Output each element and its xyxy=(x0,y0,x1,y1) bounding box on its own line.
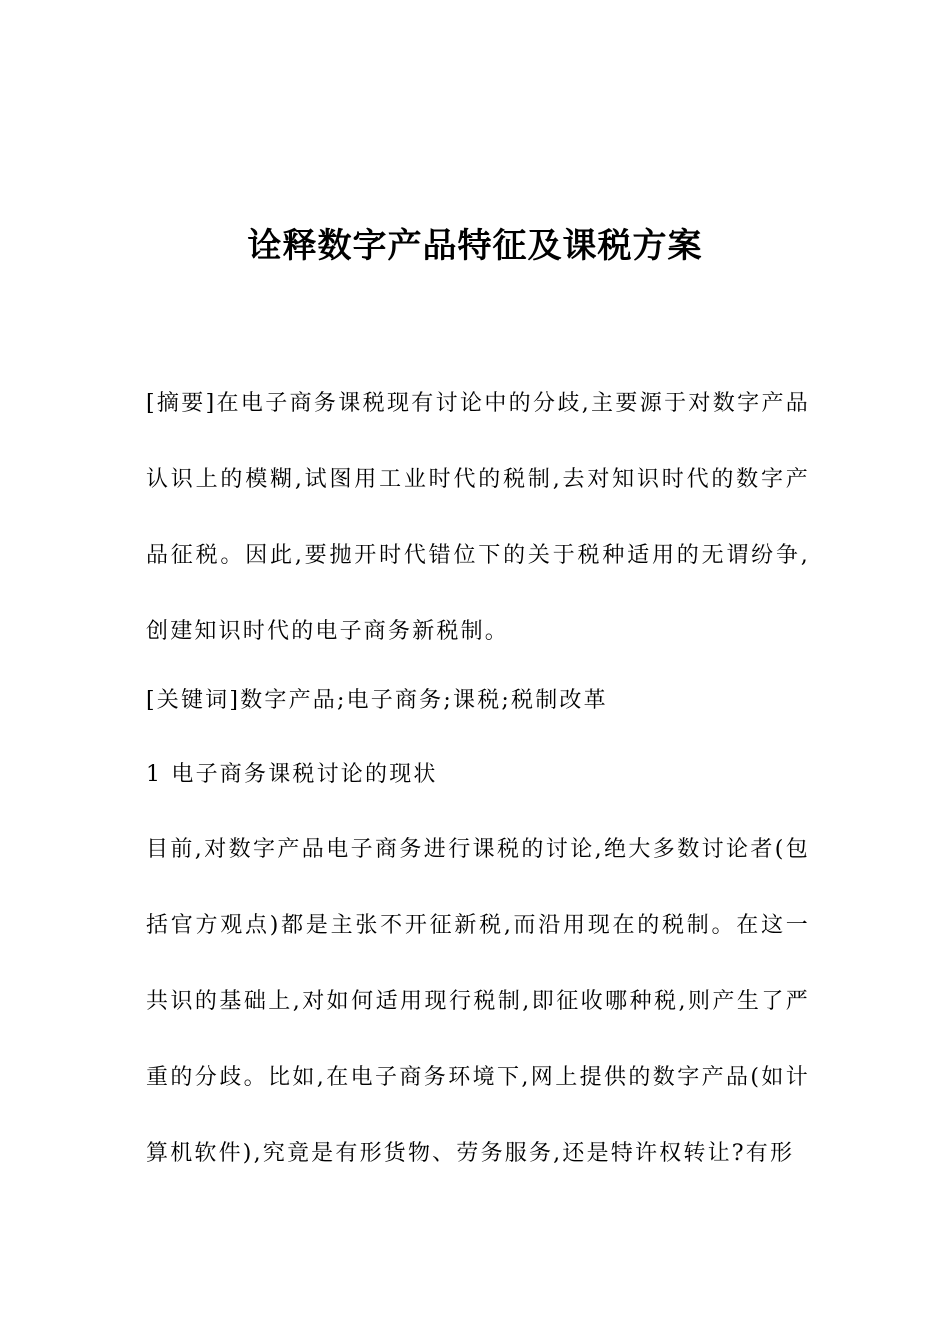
abstract-paragraph: [摘要]在电子商务课税现有讨论中的分歧,主要源于对数字产品认识上的模糊,试图用工业时代的税制,去对知识时代的数字产品征税。因此,要抛开时代错位下的关于税种适用的无谓纷争,创建知识时代的电子商务新税制。 xyxy=(146,391,810,644)
keywords-line: [关键词]数字产品;电子商务;课税;税制改革 xyxy=(146,688,608,713)
document-title: 诠释数字产品特征及课税方案 xyxy=(247,226,703,266)
section-heading: 1 电子商务课税讨论的现状 xyxy=(146,762,438,787)
body-paragraph: 目前,对数字产品电子商务进行课税的讨论,绝大多数讨论者(包括官方观点)都是主张不开征新税,而沿用现在的税制。在这一共识的基础上,对如何适用现行税制,即征收哪种税,则产生了严重的分歧。比如,在电子商务环境下,网上提供的数字产品(如计算机软件),究竟是有形货物、劳务服务,还是特许权转让?有形 xyxy=(146,837,810,1166)
